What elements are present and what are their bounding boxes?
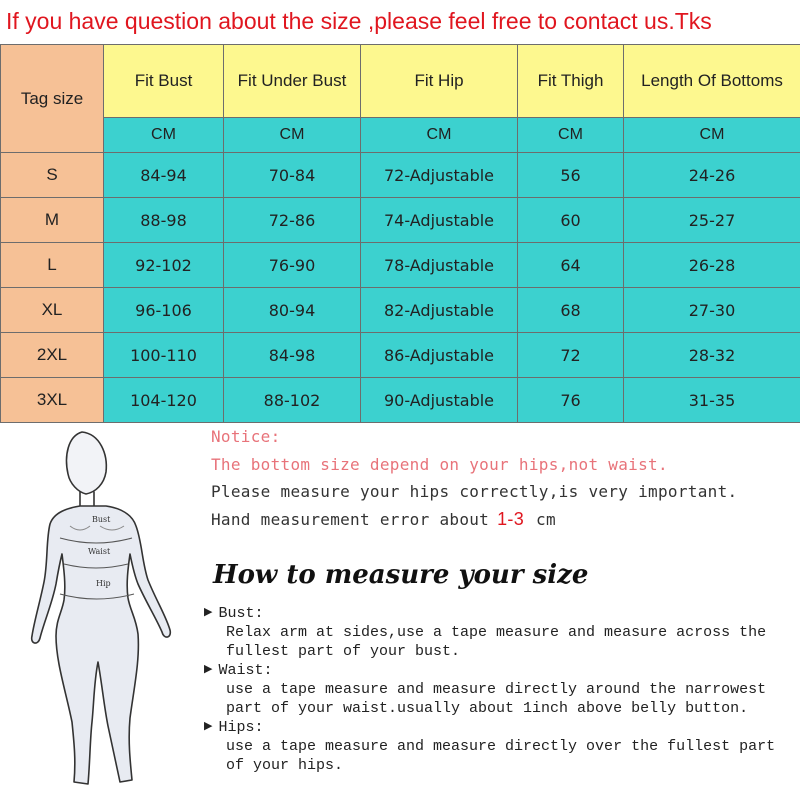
- value-cell: 88-98: [104, 198, 224, 243]
- value-cell: 84-94: [104, 153, 224, 198]
- value-cell: 27-30: [624, 288, 800, 333]
- size-label: L: [1, 243, 104, 288]
- value-cell: 84-98: [224, 333, 361, 378]
- contact-headline: If you have question about the size ,please feel free to contact us.Tks: [6, 8, 712, 34]
- guide-label: Waist:: [218, 662, 273, 679]
- guide-item-bust: [204, 604, 794, 623]
- how-to-measure-title: How to measure your size: [213, 560, 589, 590]
- value-cell: 76: [518, 378, 624, 423]
- triangle-bullet-icon: ▶: [204, 721, 213, 733]
- table-row-s: [1, 153, 800, 198]
- unit-cell: CM: [518, 118, 624, 153]
- value-cell: 100-110: [104, 333, 224, 378]
- value-cell: 72-Adjustable: [361, 153, 518, 198]
- table-row-3xl: [1, 378, 800, 423]
- value-cell: 64: [518, 243, 624, 288]
- tag-size-header: Tag size: [1, 45, 104, 153]
- size-label: 3XL: [1, 378, 104, 423]
- guide-label: Bust:: [218, 605, 264, 622]
- value-cell: 74-Adjustable: [361, 198, 518, 243]
- error-unit: cm: [536, 510, 556, 529]
- value-cell: 86-Adjustable: [361, 333, 518, 378]
- value-cell: 25-27: [624, 198, 800, 243]
- value-cell: 56: [518, 153, 624, 198]
- table-row-m: [1, 198, 800, 243]
- notice-line-error: [211, 509, 556, 530]
- size-label: S: [1, 153, 104, 198]
- value-cell: 96-106: [104, 288, 224, 333]
- guide-item-hips: [204, 718, 794, 737]
- hip-label: Hip: [96, 579, 111, 588]
- guide-item-waist: [204, 661, 794, 680]
- value-cell: 72: [518, 333, 624, 378]
- unit-cell: CM: [104, 118, 224, 153]
- waist-label: Waist: [88, 547, 111, 556]
- column-header-length-of-bottoms: Length Of Bottoms: [624, 45, 800, 118]
- column-header-fit-under-bust: Fit Under Bust: [224, 45, 361, 118]
- notice-title: Notice:: [211, 427, 281, 446]
- column-header-fit-hip: Fit Hip: [361, 45, 518, 118]
- notice-line-bottom-size: The bottom size depend on your hips,not waist.: [211, 455, 668, 474]
- guide-text: Relax arm at sides,use a tape measure and measure across the fullest part of your bust.: [226, 624, 767, 660]
- size-label: M: [1, 198, 104, 243]
- unit-cell: CM: [624, 118, 800, 153]
- value-cell: 31-35: [624, 378, 800, 423]
- value-cell: 92-102: [104, 243, 224, 288]
- guide-label: Hips:: [218, 719, 264, 736]
- value-cell: 68: [518, 288, 624, 333]
- measure-guide: [204, 604, 794, 775]
- value-cell: 76-90: [224, 243, 361, 288]
- value-cell: 90-Adjustable: [361, 378, 518, 423]
- column-header-fit-bust: Fit Bust: [104, 45, 224, 118]
- triangle-bullet-icon: ▶: [204, 607, 213, 619]
- table-row-2xl: [1, 333, 800, 378]
- value-cell: 28-32: [624, 333, 800, 378]
- guide-text: use a tape measure and measure directly around the narrowest part of your waist.usually about 1inch above belly button.: [226, 681, 767, 717]
- guide-text: use a tape measure and measure directly over the fullest part of your hips.: [226, 738, 776, 774]
- body-silhouette-icon: [20, 422, 190, 798]
- value-cell: 78-Adjustable: [361, 243, 518, 288]
- size-label: 2XL: [1, 333, 104, 378]
- value-cell: 88-102: [224, 378, 361, 423]
- value-cell: 82-Adjustable: [361, 288, 518, 333]
- size-chart-table: [0, 44, 800, 423]
- error-text: Hand measurement error about: [211, 510, 490, 529]
- value-cell: 72-86: [224, 198, 361, 243]
- value-cell: 60: [518, 198, 624, 243]
- value-cell: 26-28: [624, 243, 800, 288]
- column-header-fit-thigh: Fit Thigh: [518, 45, 624, 118]
- table-row-l: [1, 243, 800, 288]
- value-cell: 70-84: [224, 153, 361, 198]
- value-cell: 80-94: [224, 288, 361, 333]
- size-label: XL: [1, 288, 104, 333]
- notice-line-measure-hips: Please measure your hips correctly,is very important.: [211, 482, 738, 501]
- value-cell: 24-26: [624, 153, 800, 198]
- table-row-xl: [1, 288, 800, 333]
- value-cell: 104-120: [104, 378, 224, 423]
- unit-cell: CM: [224, 118, 361, 153]
- error-value: 1-3: [497, 509, 525, 529]
- bust-label: Bust: [92, 515, 111, 524]
- unit-cell: CM: [361, 118, 518, 153]
- triangle-bullet-icon: ▶: [204, 664, 213, 676]
